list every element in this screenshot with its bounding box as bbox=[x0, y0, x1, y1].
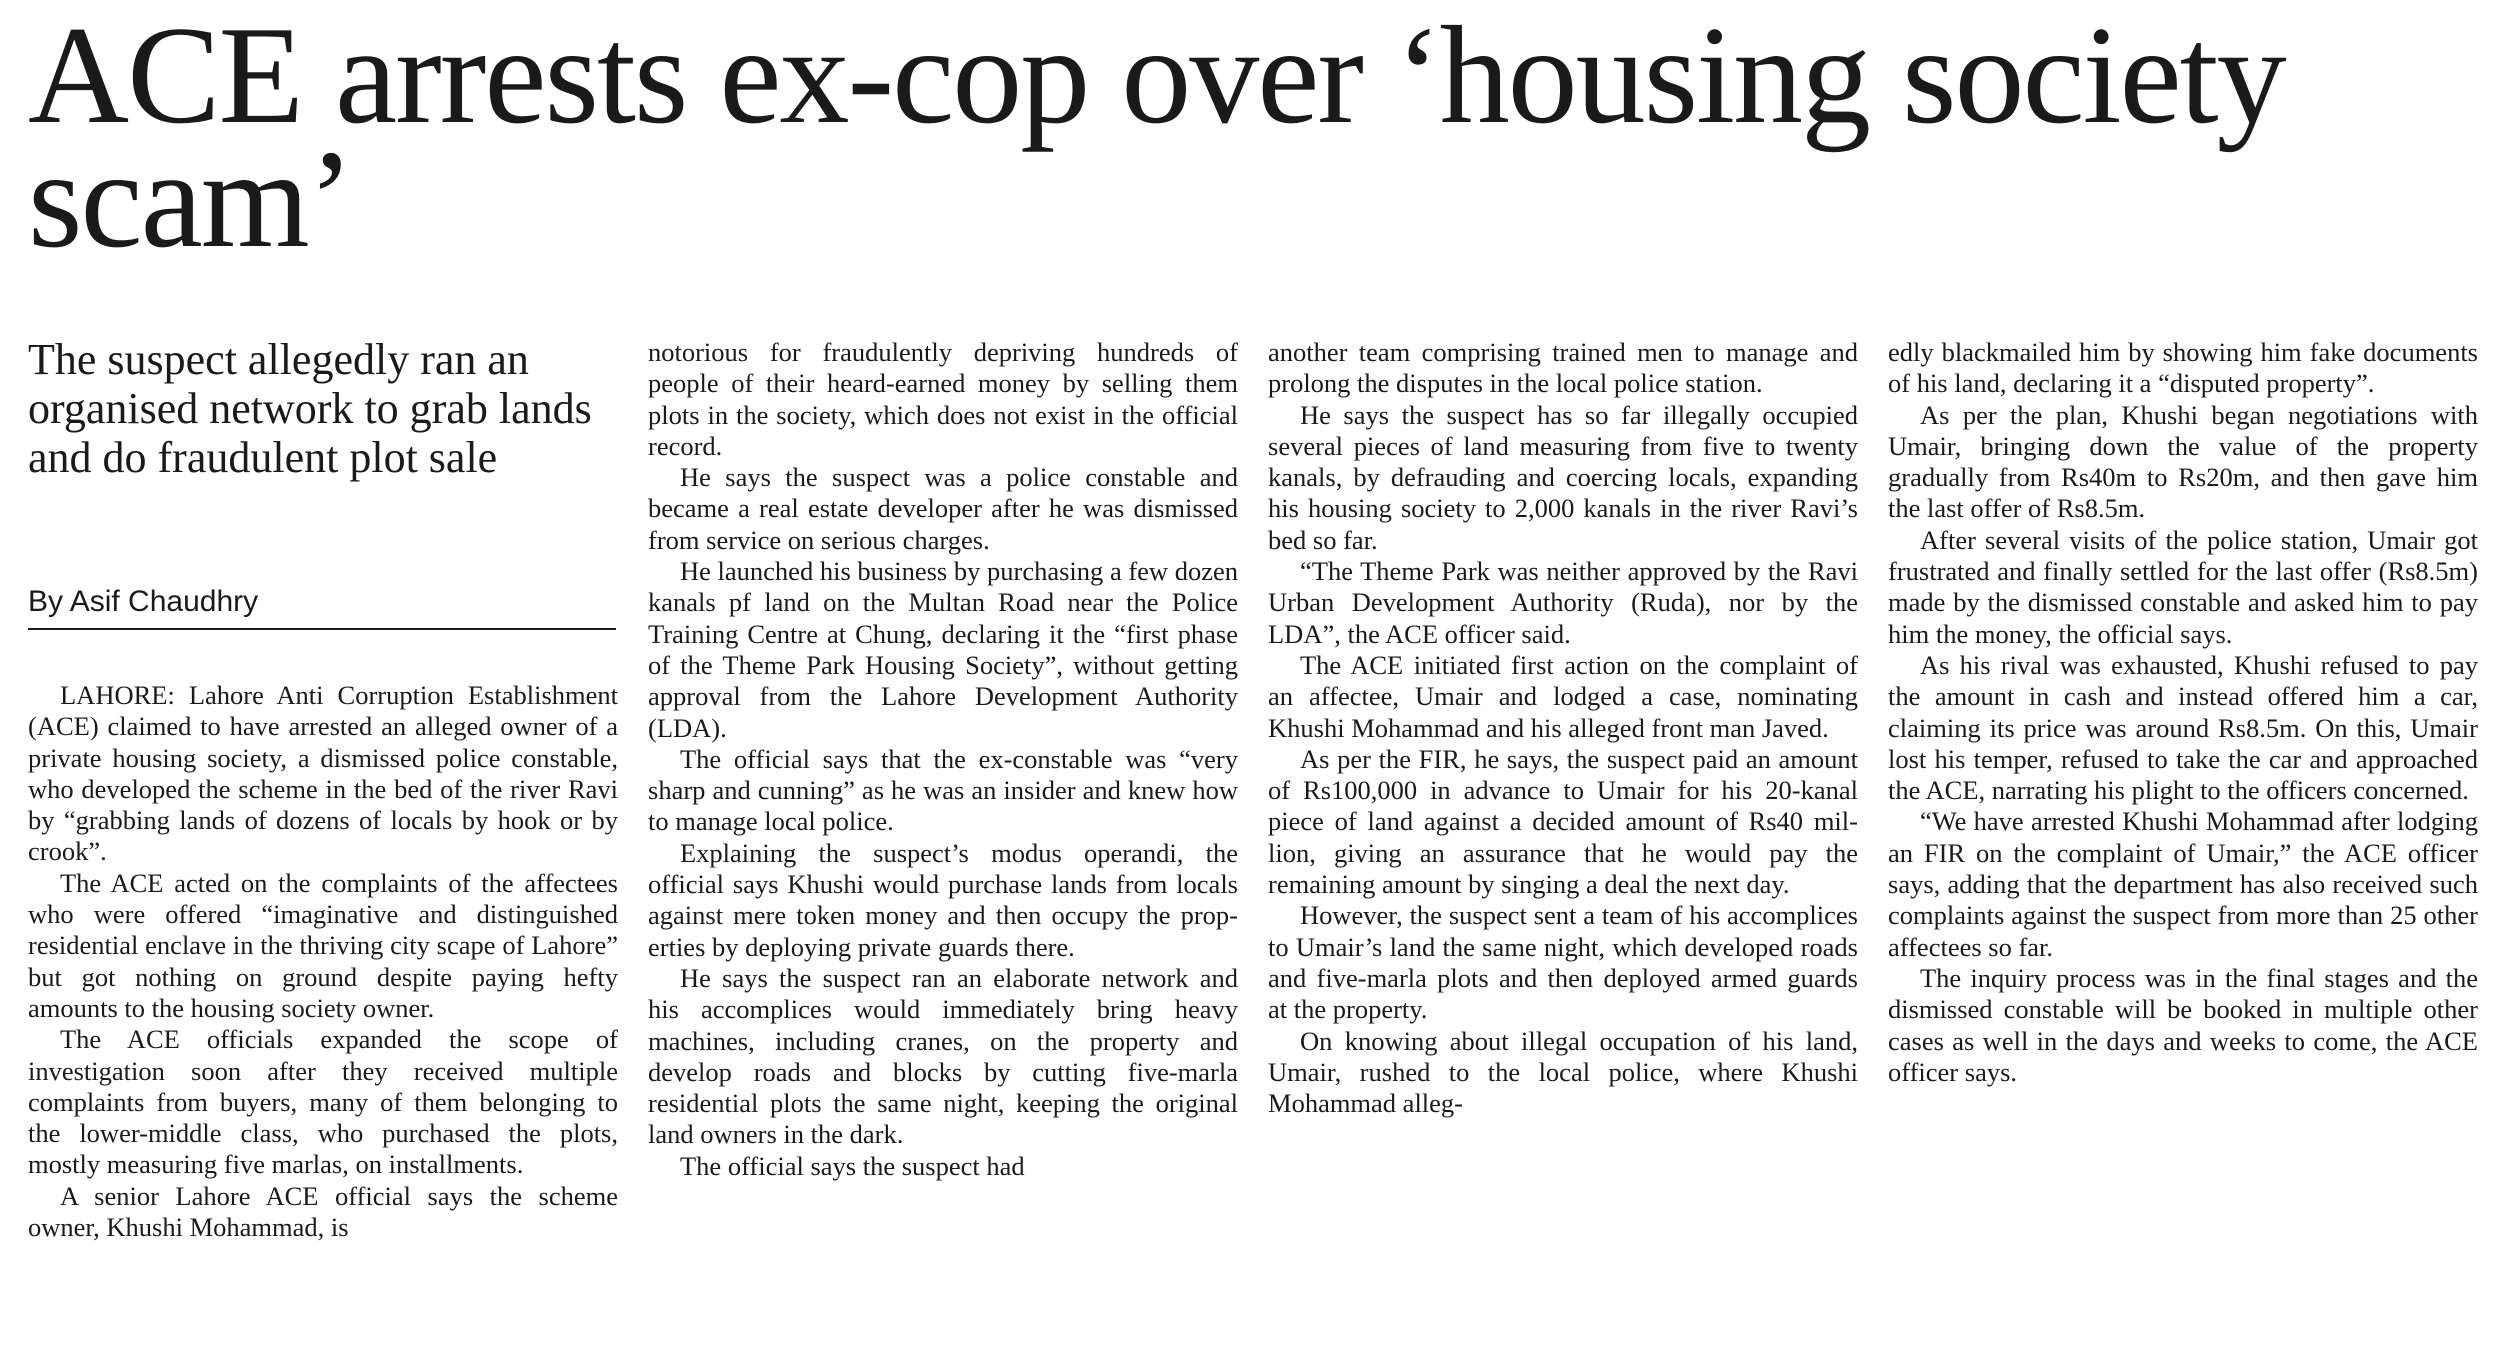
paragraph: The ACE initiated first action on the complaint of an affectee, Umair and lodged a case, nominating Khushi Mohammad and his alleged front man Javed. bbox=[1268, 649, 1858, 743]
paragraph: He says the suspect was a police constable and became a real estate developer after he was dismissed from service on serious charges. bbox=[648, 462, 1238, 555]
paragraph: As per the plan, Khushi began negotiations with Umair, bringing down the value of the property gradually from Rs40m to Rs20m, and then gave him the last offer of Rs8.5m. bbox=[1888, 399, 2478, 524]
paragraph: After several visits of the police station, Umair got frustrated and finally settled for the last offer (Rs8.5m) made by the dismissed constable and asked him to pay him the money, the official says. bbox=[1888, 524, 2478, 649]
paragraph: As his rival was exhausted, Khushi refused to pay the amount in cash and instead offered him a car, claiming its price was around Rs8.5m. On this, Umair lost his temper, refused to take the car and approached the ACE, narrating his plight to the officers concerned. bbox=[1888, 649, 2478, 806]
paragraph-continued: edly blackmailed him by showing him fake documents of his land, declaring it a “disputed property”. bbox=[1888, 337, 2478, 399]
byline-divider bbox=[28, 628, 616, 630]
paragraph: As per the FIR, he says, the suspect paid an amount of Rs100,000 in advance to Umair for his 20-kanal piece of land against a decided amount of Rs40 million, giving an assurance that he would pay the remaining amount by singing a deal the next day. bbox=[1268, 743, 1858, 900]
paragraph: Explaining the suspect’s modus operandi, the official says Khushi would purchase lands from locals against mere token money and then occupy the properties by deploying private guards there. bbox=[648, 837, 1238, 962]
paragraph: LAHORE: Lahore Anti Corruption Establishment (ACE) claimed to have arrested an alleged owner of a private housing society, a dismissed police constable, who developed the scheme in the bed of the river Ravi by “grabbing lands of dozens of locals by hook or by crook”. bbox=[28, 680, 618, 867]
article-column-2 bbox=[648, 337, 1238, 1182]
article-column-3 bbox=[1268, 337, 1858, 1119]
paragraph: However, the suspect sent a team of his accomplices to Umair’s land the same night, which developed roads and five-marla plots and then deployed armed guards at the property. bbox=[1268, 900, 1858, 1025]
paragraph: He says the suspect has so far illegally occupied several pieces of land measuring from five to twenty kanals, by defrauding and coercing locals, expanding his housing society to 2,000 kanals in the river Ravi’s bed so far. bbox=[1268, 399, 1858, 555]
paragraph-continued: notorious for fraudulently depriving hundreds of people of their heard-earned money by selling them plots in the society, which does not exist in the official record. bbox=[648, 337, 1238, 461]
article-column-4 bbox=[1888, 337, 2478, 1088]
article-column-1 bbox=[28, 680, 618, 1340]
paragraph: The official says the suspect had bbox=[680, 1150, 1025, 1181]
paragraph: “The Theme Park was neither approved by the Ravi Urban Development Authority (Ruda), nor by the LDA”, the ACE officer said. bbox=[1268, 556, 1858, 649]
paragraph: The ACE officials expanded the scope of investigation soon after they received multiple complaints from buyers, many of them belonging to the lower-middle class, who purchased the plots, mostly measuring five marlas, on installments. bbox=[28, 1024, 618, 1180]
article-headline: ACE arrests ex-cop over ‘housing society scam’ bbox=[28, 0, 2285, 277]
paragraph: The official says that the ex-constable was “very sharp and cunning” as he was an insider and knew how to manage local police. bbox=[648, 743, 1238, 837]
paragraph: A senior Lahore ACE official says the scheme owner, Khushi Mohammad, is bbox=[28, 1180, 618, 1243]
paragraph: On knowing about illegal occupation of his land, Umair, rushed to the local police, where Khushi Mohammad alleg- bbox=[1268, 1025, 1858, 1119]
paragraph: The ACE acted on the complaints of the affectees who were offered “imaginative and distinguished residential enclave in the thriving city scape of Lahore” but got nothing on ground despite paying hefty amounts to the housing society owner. bbox=[28, 867, 618, 1023]
paragraph: “We have arrested Khushi Mohammad after lodging an FIR on the complaint of Umair,” the ACE officer says, adding that the department has also received such complaints against the suspect from more than 25 other affectees so far. bbox=[1888, 806, 2478, 962]
article-byline: By Asif Chaudhry bbox=[28, 585, 259, 618]
paragraph-continued: another team comprising trained men to manage and prolong the disputes in the local police station. bbox=[1268, 337, 1858, 399]
paragraph: The inquiry process was in the final stages and the dismissed constable will be booked in multiple other cases as well in the days and weeks to come, the ACE officer says. bbox=[1888, 962, 2478, 1087]
paragraph: He says the suspect ran an elaborate network and his accomplices would immediately bring heavy machines, including cranes, on the property and develop roads and blocks by cutting five-marla residential plots the same night, keeping the original land owners in the dark. bbox=[648, 962, 1238, 1150]
paragraph: He launched his business by purchasing a few dozen kanals pf land on the Multan Road near the Police Training Centre at Chung, declaring it the “first phase of the Theme Park Housing Society”, without getting approval from the Lahore Development Authority (LDA). bbox=[648, 556, 1238, 743]
article-standfirst: The suspect allegedly ran an organised network to grab lands and do fraudulent plot sale bbox=[28, 335, 592, 482]
